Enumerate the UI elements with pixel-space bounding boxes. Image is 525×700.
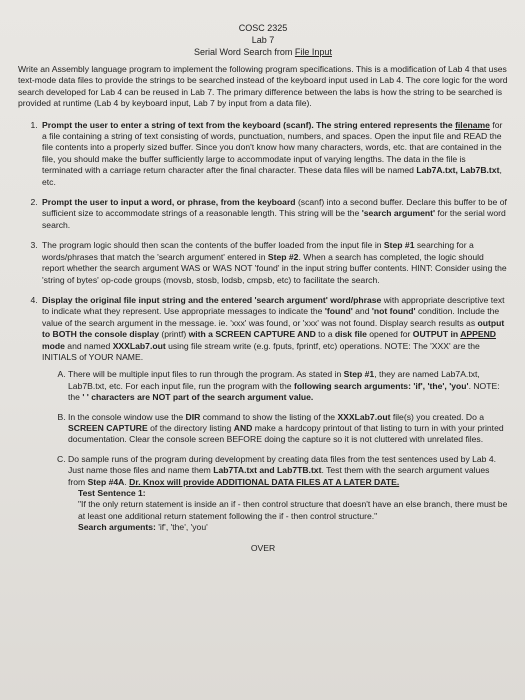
req4-text-g: opened for	[366, 329, 413, 340]
req4b-and: AND	[233, 422, 253, 433]
req4b-text-a: In the console window use the	[68, 411, 186, 422]
search-arguments-line	[78, 522, 508, 533]
req4-mode: mode	[42, 340, 65, 351]
req3-text-c: . When a search has completed, the logic should report whether the search argument WAS or WAS NOT 'found' in the input string buffer contents. HINT: Consider using the 'string of bytes' op-code groups (movsb, stosb, lodsb, cmpsb, etc) to facilitate the search.	[42, 251, 507, 285]
req4b-text-e: make a hardcopy printout of that listing to turn in with your printed documentation. Clear the console screen BEFORE doing the capture so it is not cluttered with unrelated files.	[68, 422, 504, 445]
req4-text-i: using file stream write (e.g. fputs, fprintf, etc) operations. NOTE: The 'XXX' are the INITIALS of YOUR NAME.	[42, 340, 480, 362]
document-body	[18, 22, 508, 554]
intro-paragraph: Write an Assembly language program to implement the following program specifications. This is a modification of Lab 4 that uses text-mode data files to provide the strings to be searched instead of the keyboard input used in Lab 4. The core logic for the word search developed for Lab 4 can be reused in Lab 7. The primary difference between the labs is how the string to be searched is provided at runtime (Lab 4 by keyboard input, Lab 7 by input from a data file).	[18, 64, 508, 109]
req4-text-f: to a	[315, 329, 335, 340]
requirement-1	[40, 120, 508, 188]
req4-out-file: XXXLab7.out	[112, 340, 166, 351]
req4b-text-b: command to show the listing of the	[200, 411, 338, 422]
title-prefix: Serial Word Search from	[194, 47, 295, 57]
req4-text-b: with appropriate descriptive text to indicate what they represent. Use appropriate messages to indicate the	[42, 294, 505, 317]
req4a-text-a: There will be multiple input files to run through the program. As stated in	[68, 369, 344, 380]
req1-files: Lab7A.txt, Lab7B.txt	[416, 165, 500, 176]
req3-step2: Step #2	[267, 251, 299, 262]
req4c-knox-note: Dr. Knox will provide ADDITIONAL DATA FILES AT A LATER DATE.	[129, 476, 400, 487]
document-title	[18, 46, 508, 58]
req4-disk-file: disk file	[334, 329, 367, 340]
req3-step1: Step #1	[383, 240, 415, 251]
req4b-out-file: XXXLab7.out	[337, 411, 391, 422]
test-sentence-text: "If the only return statement is inside an if - then control structure that doesn't have an else branch, there must be at least one additional return statement following the if - then control structure."	[78, 499, 508, 521]
req4-notfound: 'not found'	[371, 306, 416, 317]
req4-text-c: and	[352, 306, 372, 317]
req4a-note: ' ' characters are NOT part of the search argument value.	[82, 392, 314, 403]
req4c-files: Lab7TA.txt and Lab7TB.txt	[213, 465, 322, 476]
req4c-text-b: . Test them with the search argument values from	[68, 465, 490, 487]
req4-append: APPEND	[460, 329, 497, 340]
req4b-text-c: file(s) you created. Do a	[390, 411, 485, 422]
requirement-3	[40, 240, 508, 286]
req2-search-arg: 'search argument'	[361, 208, 436, 219]
req4a-text-c: . NOTE: the	[68, 380, 500, 403]
requirement-4a	[68, 369, 508, 403]
requirement-4-sublist	[42, 369, 508, 533]
req2-text-b: (scanf) into a second buffer. Declare this buffer to be of sufficient size to accommodate strings of a reasonable length. This string will be the	[42, 197, 507, 219]
search-arguments-values: 'if', 'the', 'you'	[155, 522, 208, 533]
req4b-dir: DIR	[185, 411, 201, 422]
req4b-text-d: of the directory listing	[147, 422, 234, 433]
over-footer: OVER	[250, 542, 276, 553]
req4-output-in: OUTPUT in	[412, 329, 461, 340]
title-underlined: File Input	[294, 47, 332, 57]
req1-text-c: , etc.	[42, 165, 502, 187]
req4-text-a: Display the original file input string and the entered 'search argument' word/phrase	[42, 294, 382, 305]
req3-text-a: The program logic should then scan the contents of the buffer loaded from the input file in	[42, 240, 384, 251]
req2-text-a: Prompt the user to input a word, or phrase, from the keyboard	[42, 197, 296, 208]
req4a-text-b: , they are named Lab7A.txt, Lab7B.txt, etc. For each input file, run the program with the	[68, 369, 480, 391]
req4-screen-capture: with a SCREEN CAPTURE AND	[188, 329, 316, 340]
req4c-step4a: Step #4A	[87, 476, 125, 487]
req3-text-b: searching for a words/phrases that match the 'search argument' entered in	[42, 240, 474, 262]
req4a-args: 'if', 'the', 'you'	[413, 380, 469, 391]
requirement-4c	[68, 454, 508, 534]
requirements-list	[18, 120, 508, 534]
test-sentence-block	[68, 488, 508, 534]
req4b-screen-capture: SCREEN CAPTURE	[68, 422, 148, 433]
req2-text-c: for the serial word search.	[42, 208, 506, 230]
requirement-2	[40, 197, 508, 231]
req4-found: 'found'	[324, 306, 353, 317]
document-header	[18, 22, 508, 58]
req4-output-both: output to BOTH the console display	[42, 317, 505, 340]
search-arguments-label: Search arguments:	[78, 522, 156, 533]
req4c-text-a: Do sample runs of the program during development by creating data files from the test sentences used by Lab 4. Just name those files and name them	[68, 453, 497, 476]
req4-text-e: (printf)	[159, 329, 189, 340]
req4c-text-c: .	[124, 476, 130, 487]
req4-text-h: and named	[64, 340, 113, 351]
req4-text-d: condition. Include the value of the search argument in the message. ie. 'xxx' was found, or 'xxx' was not found. Display search results as	[42, 306, 500, 328]
lab-number: Lab 7	[251, 35, 275, 45]
requirement-4b	[68, 412, 508, 446]
req4a-args-label: following search arguments:	[293, 380, 411, 391]
req1-text-b: for a file containing a string of text consisting of words, punctuation, numbers, and spaces. Open the input file and READ the file contents into a properly sized buffer. Since you don't know how many characters, words, etc. that are contained in the file, you should make the buffer sufficiently large to accommodate input of varying lengths. The data in the file is terminated with a carriage return character after the final character. These data files will be named	[42, 119, 503, 176]
test-sentence-label: Test Sentence 1:	[78, 488, 146, 498]
req1-filename: filename	[455, 119, 490, 130]
requirement-4	[40, 295, 508, 534]
req1-text-a: Prompt the user to enter a string of text from the keyboard (scanf). The string entered represents the	[42, 119, 456, 130]
course-code: COSC 2325	[238, 23, 288, 33]
req4a-step1: Step #1	[343, 369, 375, 380]
